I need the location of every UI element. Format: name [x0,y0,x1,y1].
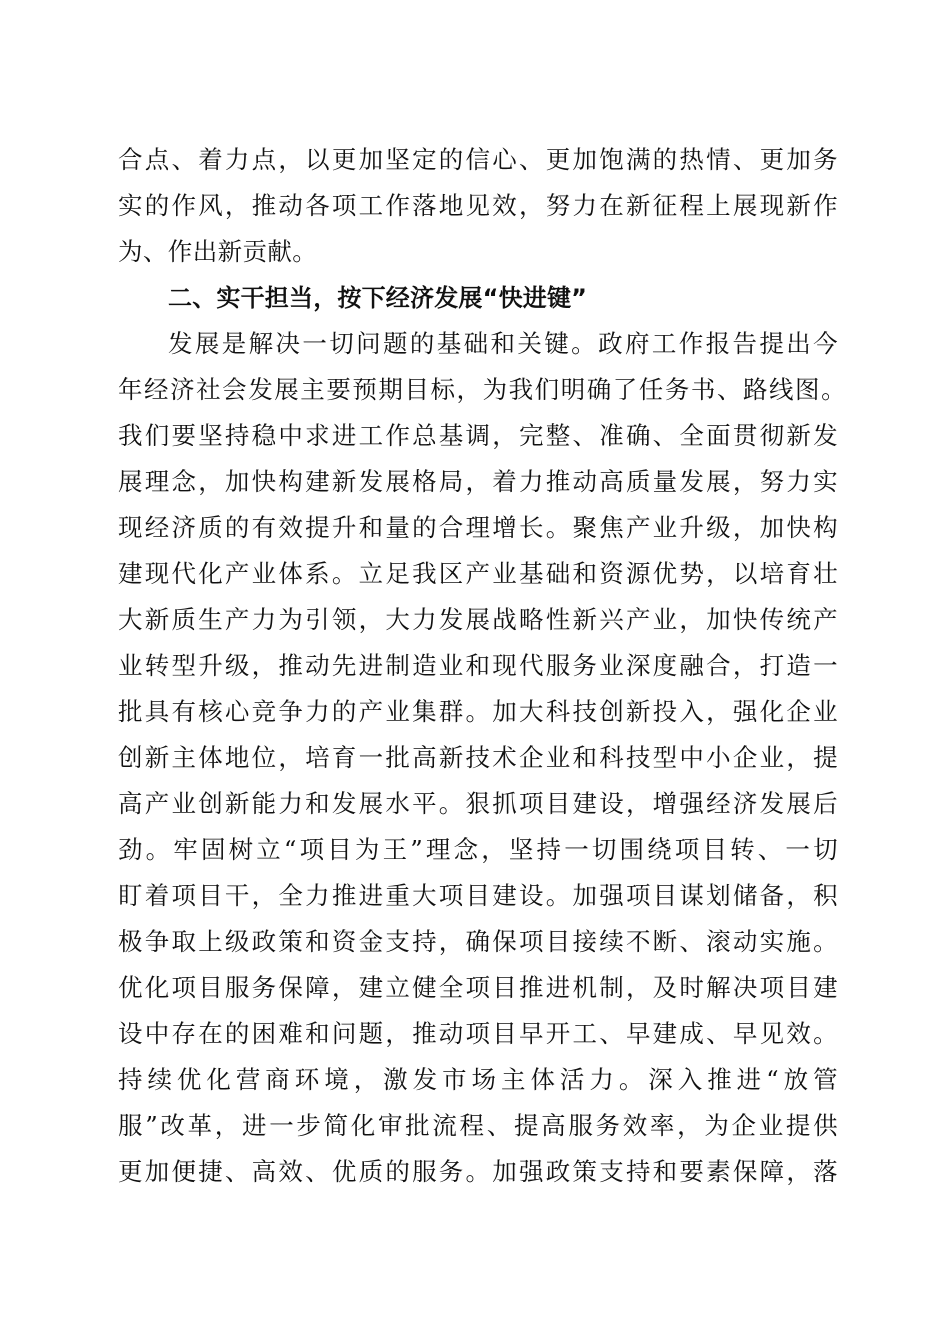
section-heading: 二、实干担当，按下经济发展“快进键” [168,284,588,312]
body-text-line: 劲。牢固树立“项目为王”理念，坚持一切围绕项目转、一切 [118,835,838,864]
body-text-line: 我们要坚持稳中求进工作总基调，完整、准确、全面贯彻新发 [118,421,838,450]
body-text-line: 展理念，加快构建新发展格局，着力推动高质量发展，努力实 [118,467,838,496]
body-text-line: 大新质生产力为引领，大力发展战略性新兴产业，加快传统产 [118,605,838,634]
body-text-line: 更加便捷、高效、优质的服务。加强政策支持和要素保障，落 [118,1157,838,1186]
body-text-line: 合点、着力点，以更加坚定的信心、更加饱满的热情、更加务 [118,145,838,174]
body-text-line: 持续优化营商环境，激发市场主体活力。深入推进“放管 [118,1065,838,1094]
body-text-line: 极争取上级政策和资金支持，确保项目接续不断、滚动实施。 [118,927,838,956]
body-text-line: 实的作风，推动各项工作落地见效，努力在新征程上展现新作 [118,191,838,220]
body-text-line: 盯着项目干，全力推进重大项目建设。加强项目谋划储备，积 [118,881,838,910]
body-text-line: 批具有核心竞争力的产业集群。加大科技创新投入，强化企业 [118,697,838,726]
body-text-line: 设中存在的困难和问题，推动项目早开工、早建成、早见效。 [118,1019,838,1048]
body-text-line: 年经济社会发展主要预期目标，为我们明确了任务书、路线图。 [118,375,846,404]
body-text-line: 为、作出新贡献。 [118,237,318,266]
body-text-line: 优化项目服务保障，建立健全项目推进机制，及时解决项目建 [118,973,838,1002]
body-text-line: 业转型升级，推动先进制造业和现代服务业深度融合，打造一 [118,651,838,680]
body-text-line: 高产业创新能力和发展水平。狠抓项目建设，增强经济发展后 [118,789,838,818]
body-text-line: 现经济质的有效提升和量的合理增长。聚焦产业升级，加快构 [118,513,838,542]
body-text-line: 建现代化产业体系。立足我区产业基础和资源优势，以培育壮 [118,559,838,588]
body-text-line: 创新主体地位，培育一批高新技术企业和科技型中小企业，提 [118,743,838,772]
body-text-line: 服”改革，进一步简化审批流程、提高服务效率，为企业提供 [118,1111,838,1140]
body-text-line: 发展是解决一切问题的基础和关键。政府工作报告提出今 [168,329,838,358]
